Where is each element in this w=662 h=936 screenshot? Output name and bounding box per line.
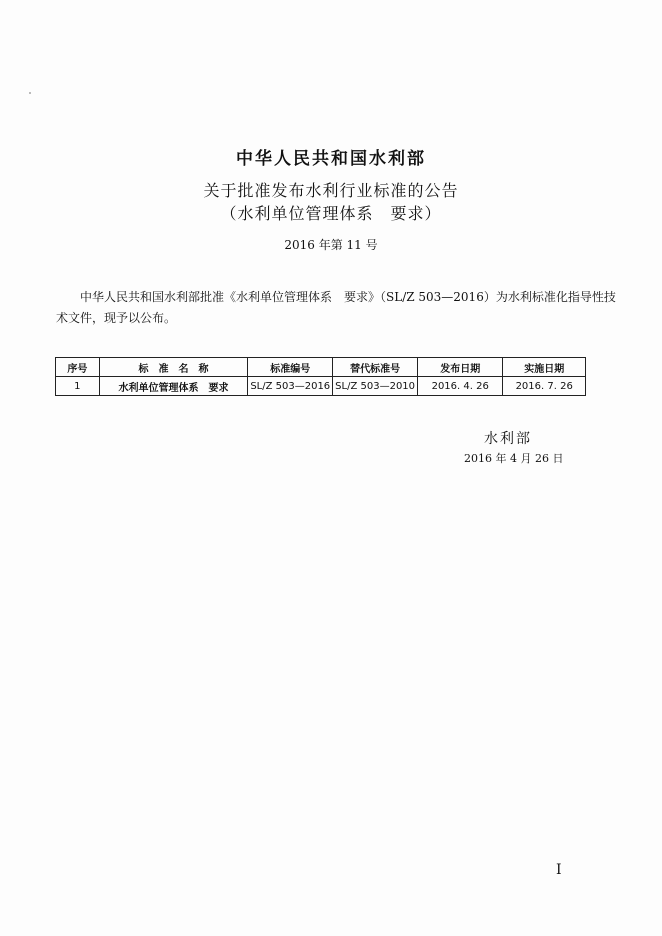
col-header-name: 标 准 名 称: [99, 358, 248, 377]
col-header-replaced: 替代标准号: [333, 358, 418, 377]
cell-seq: 1: [56, 377, 100, 396]
announcement-number: 2016 年第 11 号: [284, 238, 378, 252]
cell-name: 水利单位管理体系 要求: [99, 377, 248, 396]
announcement-subtitle: （水利单位管理体系 要求）: [220, 204, 442, 223]
page-number: I: [556, 862, 562, 878]
scan-speck: [29, 92, 31, 94]
signature-date: 2016 年 4 月 26 日: [464, 452, 564, 465]
cell-replaced: SL/Z 503—2010: [333, 377, 418, 396]
announcement-title: 关于批准发布水利行业标准的公告: [203, 181, 459, 200]
cell-code: SL/Z 503—2016: [248, 377, 333, 396]
col-header-seq: 序号: [56, 358, 100, 377]
table-header-row: [56, 358, 586, 377]
signature-org: 水利部: [484, 431, 532, 447]
table-row: [56, 377, 586, 396]
cell-issue-date: 2016. 4. 26: [418, 377, 503, 396]
cell-effective-date: 2016. 7. 26: [503, 377, 586, 396]
col-header-code: 标准编号: [248, 358, 333, 377]
col-header-issue-date: 发布日期: [418, 358, 503, 377]
announcement-body: 中华人民共和国水利部批准《水利单位管理体系 要求》（SL/Z 503—2016）为水利标准化指导性技术文件，现予以公布。: [56, 290, 616, 325]
col-header-effective-date: 实施日期: [503, 358, 586, 377]
ministry-heading: 中华人民共和国水利部: [236, 149, 426, 169]
standards-table: [55, 357, 586, 396]
